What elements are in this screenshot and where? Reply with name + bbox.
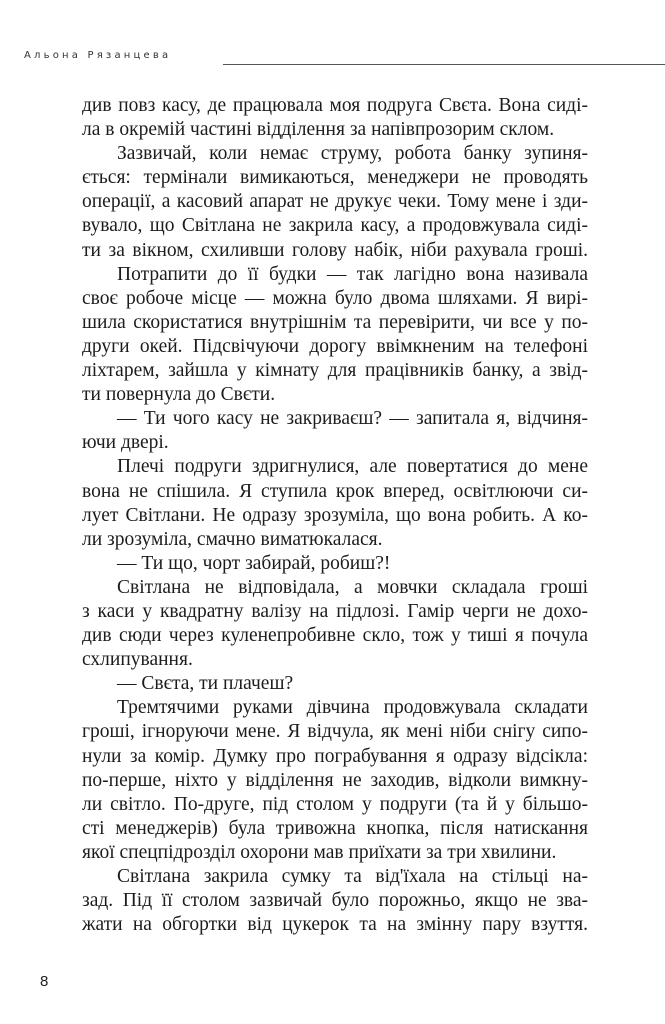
text-line: див повз касу, де працювала моя подруга Свєта. Вона сиді- [82, 95, 588, 116]
text-line: Світлана закрила сумку та від'їхала на стільці на- [117, 866, 588, 887]
text-line: своє робоче місце — можна було двома шляхами. Я вирі- [82, 287, 588, 309]
text-line: ли світло. По-друге, під столом у подруги (та й у більшо- [82, 793, 588, 815]
running-head-author: Альона Рязанцева [24, 50, 172, 61]
text-line: Світлана не відповідала, а мовчки складала гроші [117, 576, 588, 598]
text-line: сті менеджерів) була тривожна кнопка, після натискання [82, 817, 588, 839]
text-line: други окей. Підсвічуючи дорогу ввімкненим на телефоні [82, 335, 588, 357]
body-text [82, 94, 588, 937]
text-line: лует Світлани. Не одразу зрозуміла, що вона робить. А ко- [82, 504, 588, 526]
text-line: ти за вікном, схиливши голову набік, ніби рахувала гроші. [82, 239, 588, 261]
text-line: Тремтячими руками дівчина продовжувала складати [117, 697, 588, 719]
text-line: — Ти чого касу не закриваєш? — запитала я, відчиня- [117, 408, 588, 430]
text-line: ти повернула до Свєти. [82, 384, 276, 406]
text-line: — Свєта, ти плачеш? [117, 673, 294, 695]
text-line: ючи двері. [82, 432, 169, 454]
text-line: — Ти що, чорт забирай, робиш?! [117, 552, 391, 574]
text-line: Плечі подруги здригнулися, але повертатися до мене [117, 456, 588, 478]
text-line: див сюди через куленепробивне скло, тож у тиші я почула [82, 625, 588, 647]
text-line: шила скористатися внутрішнім та перевірити, чи все у по- [82, 311, 588, 333]
text-line: схлипування. [82, 649, 193, 671]
page-number: 8 [40, 973, 49, 990]
text-line: гроші, ігноруючи мене. Я відчула, як мені ніби снігу сипо- [82, 721, 588, 743]
text-line: зад. Під її столом зазвичай було порожньо, якщо не зва- [82, 890, 588, 912]
text-line: Потрапити до її будки — так лагідно вона називала [117, 263, 588, 285]
text-line: ліхтарем, зайшла у кімнату для працівників банку, а звід- [82, 360, 588, 382]
text-line: Зазвичай, коли немає струму, робота банку зупиня- [117, 143, 588, 165]
text-line: з каси у квадратну валізу на підлозі. Гамір черги не дохо- [82, 600, 588, 622]
text-line: операції, а касовий апарат не друкує чеки. Тому мене і зди- [82, 191, 588, 213]
text-line: нули за комір. Думку про пограбування я одразу відсікла: [82, 745, 588, 767]
header-rule [223, 64, 665, 65]
text-line: вона не спішила. Я ступила крок вперед, освітлюючи си- [82, 480, 588, 502]
text-line: ли зрозуміла, смачно виматюкалася. [82, 528, 383, 550]
text-line: жати на обгортки від цукерок та на змінну пару взуття. [82, 914, 588, 936]
text-line: ється: термінали вимикаються, менеджери не проводять [82, 167, 588, 189]
text-line: по-перше, ніхто у відділення не заходив, відколи вимкну- [82, 769, 588, 791]
text-line: ла в окремій частині відділення за напівпрозорим склом. [82, 119, 555, 141]
text-line: якої спецпідрозділ охорони мав приїхати за три хвилини. [82, 841, 557, 863]
text-line: вувало, що Світлана не закрила касу, а продовжувала сиді- [82, 215, 588, 237]
